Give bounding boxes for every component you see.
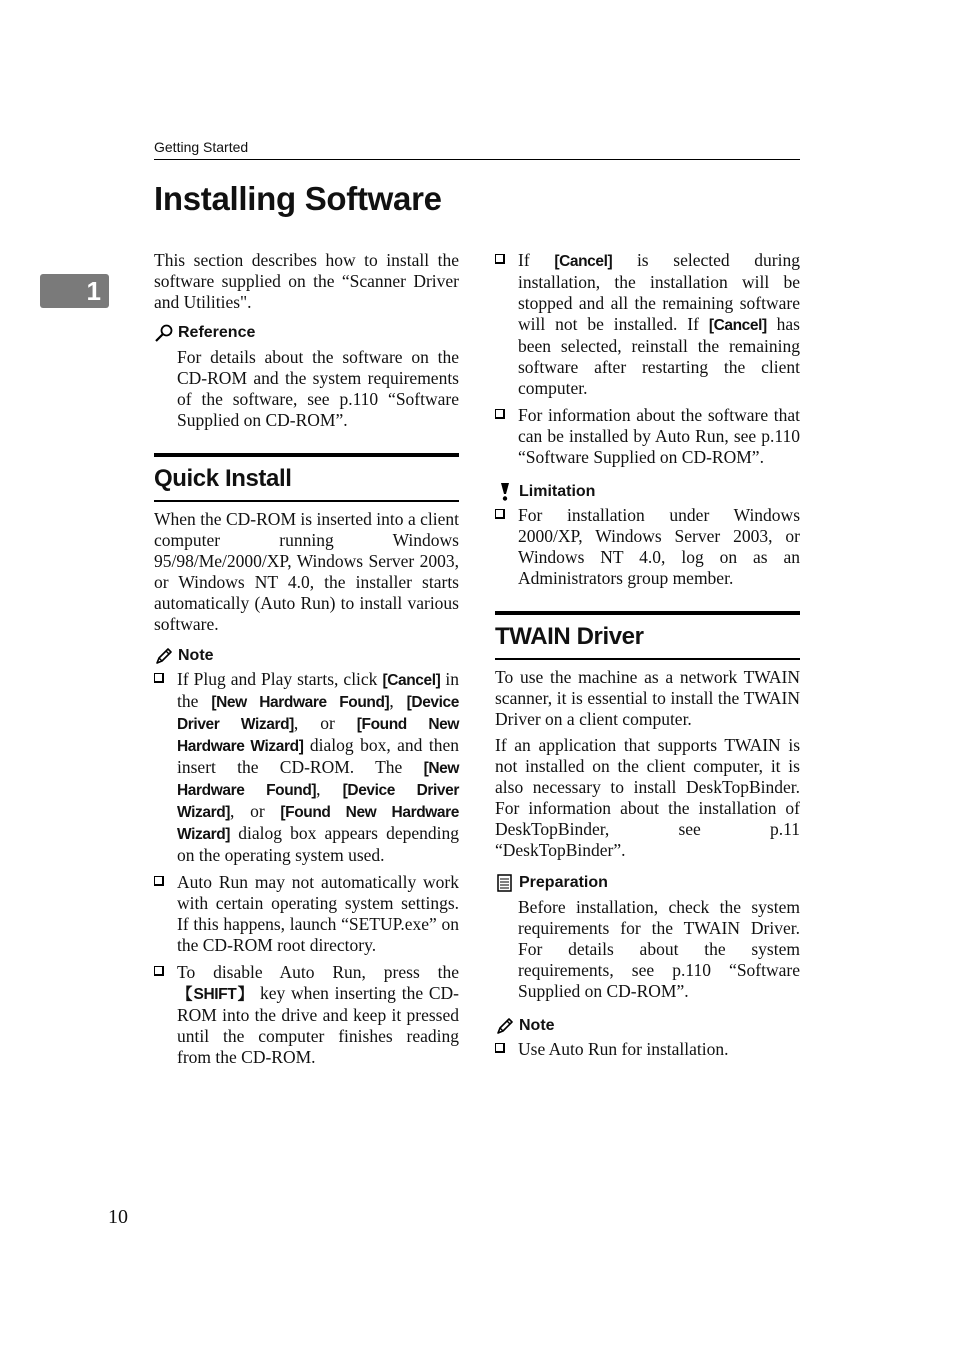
cancel-info-list (495, 250, 800, 468)
header-rule (154, 159, 800, 160)
list-item: If Plug and Play starts, click [Cancel] in the [New Hardware Found], [Device Driver Wizard], or [Found New Hardware Wizard] dialog box, and then insert the CD-ROM. The [New Hardware Found], [Device Driver Wizard], or [Found New Hardware Wizard] dialog box appears depending on the operating system used. (154, 669, 459, 866)
note-label-2: Note (519, 1017, 555, 1034)
checkbox-bullet-icon (154, 966, 164, 976)
preparation-text: Before installation, check the system requirements for the TWAIN Driver. For details about the system requirements, see p.110 “Software Supplied on CD-ROM”. (518, 897, 800, 1001)
checkbox-bullet-icon (495, 1043, 505, 1053)
pencil-icon (495, 1016, 515, 1036)
checkbox-bullet-icon (154, 876, 164, 886)
preparation-label: Preparation (519, 874, 608, 891)
checkbox-bullet-icon (495, 254, 505, 264)
magnifier-icon (154, 323, 174, 343)
twain-paragraph-1: To use the machine as a network TWAIN scanner, it is essential to install the TWAIN Driver on a client computer. (495, 667, 800, 729)
list-item: Use Auto Run for installation. (495, 1039, 800, 1060)
reference-label: Reference (178, 324, 256, 341)
page-title: Installing Software (154, 180, 442, 217)
list-item: If [Cancel] is selected during installation, the installation will be stopped and all the remaining software will not be installed. If [Cancel] has been selected, reinstall the remaining software after restarting the client computer. (495, 250, 800, 399)
left-column (154, 250, 459, 1074)
note-list-2 (495, 1039, 800, 1060)
twain-paragraph-2: If an application that supports TWAIN is not installed on the client computer, it is also necessary to install DeskTopBinder. For information about the installation of DeskTopBinder, see p.11 “DeskTopBinder”. (495, 735, 800, 860)
limitation-heading (495, 482, 800, 502)
list-item: For information about the software that can be installed by Auto Run, see p.110 “Software Supplied on CD-ROM”. (495, 405, 800, 468)
checkbox-bullet-icon (495, 509, 505, 519)
checkbox-bullet-icon (154, 673, 164, 683)
limitation-list (495, 505, 800, 589)
note-label: Note (178, 647, 214, 664)
list-item: To disable Auto Run, press the 【SHIFT】 key when inserting the CD-ROM into the drive and keep it pressed until the computer finishes reading from the CD-ROM. (154, 962, 459, 1068)
reference-text: For details about the software on the CD-ROM and the system requirements of the software, see p.110 “Software Supplied on CD-ROM”. (177, 347, 459, 430)
chapter-tab: 1 (40, 274, 109, 308)
note-heading (154, 646, 459, 666)
notepad-icon (495, 873, 515, 893)
quick-install-text: When the CD-ROM is inserted into a client computer running Windows 95/98/Me/2000/XP, Windows Server 2003, or Windows NT 4.0, the installer starts automatically (Auto Run) to install various software. (154, 509, 459, 634)
quick-install-heading: Quick Install (154, 453, 459, 502)
preparation-heading (495, 873, 800, 893)
list-item: Auto Run may not automatically work with certain operating system settings. If this happens, launch “SETUP.exe” on the CD-ROM root directory. (154, 872, 459, 956)
intro-paragraph: This section describes how to install the software supplied on the “Scanner Driver and Utilities". (154, 250, 459, 312)
checkbox-bullet-icon (495, 409, 505, 419)
list-item: For installation under Windows 2000/XP, Windows Server 2003, or Windows NT 4.0, log on as an Administrators group member. (495, 505, 800, 589)
exclamation-icon (495, 482, 515, 502)
shift-key: 【SHIFT】 (177, 986, 255, 1003)
right-column (495, 250, 800, 1066)
pencil-icon (154, 646, 174, 666)
twain-driver-heading: TWAIN Driver (495, 611, 800, 660)
reference-heading (154, 323, 459, 343)
note-list (154, 669, 459, 1068)
limitation-label: Limitation (519, 483, 596, 500)
page-number: 10 (108, 1206, 128, 1228)
note-heading-2 (495, 1016, 800, 1036)
running-head: Getting Started (154, 139, 249, 155)
